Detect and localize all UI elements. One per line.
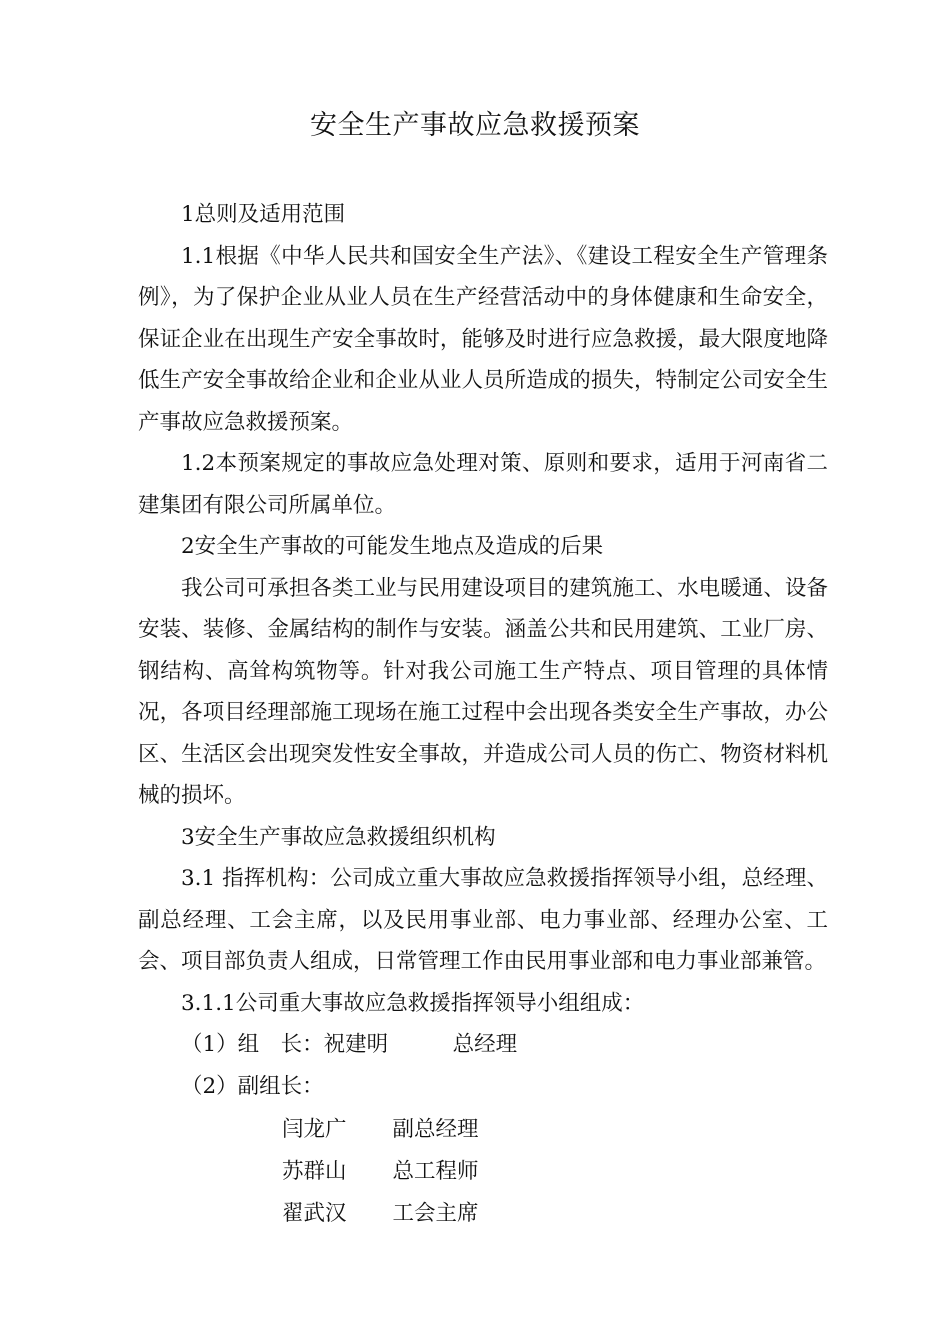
paragraph-company-scope: 我公司可承担各类工业与民用建设项目的建筑施工、水电暖通、设备安装、装修、金属结构的制作与安装。涵盖公共和民用建筑、工业厂房、钢结构、高耸构筑物等。针对我公司施工生产特点、项目管理的具体情况，各项目经理部施工现场在施工过程中会出现各类安全生产事故，办公区、生活区会出现突发性安全事故，并造成公司人员的伤亡、物资材料机械的损坏。 xyxy=(138,575,828,808)
paragraph-basis: 1.1根据《中华人民共和国安全生产法》、《建设工程安全生产管理条例》，为了保护企业从业人员在生产经营活动中的身体健康和生命安全，保证企业在出现生产安全事故时，能够及时进行应急救援，最大限度地降低生产安全事故给企业和企业从业人员所造成的损失，特制定公司安全生产事故应急救援预案。 xyxy=(138,243,828,435)
deputy-role: 工会主席 xyxy=(392,1201,479,1226)
deputy-leaders-heading: （2）副组长： xyxy=(181,1073,324,1099)
deputy-name: 苏群山 xyxy=(282,1159,347,1184)
document-body xyxy=(138,194,828,1107)
deputy-row xyxy=(282,1151,479,1193)
paragraph-command-structure: 3.1 指挥机构：公司成立重大事故应急救援指挥领导小组，总经理、副总经理、工会主席，以及民用事业部、电力事业部、经理办公室、工会、项目部负责人组成，日常管理工作由民用事业部和电力事业部兼管。 xyxy=(138,866,828,974)
section-heading-general: 1总则及适用范围 xyxy=(181,202,346,227)
section-heading-consequences: 2安全生产事故的可能发生地点及造成的后果 xyxy=(181,534,604,559)
deputy-name: 闫龙广 xyxy=(282,1117,347,1142)
deputy-role: 总工程师 xyxy=(392,1159,479,1184)
deputy-name: 翟武汉 xyxy=(282,1201,347,1226)
deputy-row xyxy=(282,1109,479,1151)
deputy-row xyxy=(282,1193,479,1235)
deputy-role: 副总经理 xyxy=(392,1117,479,1142)
team-leader-line: （1）组 长：祝建明 总经理 xyxy=(181,1032,518,1057)
paragraph-scope: 1.2本预案规定的事故应急处理对策、原则和要求，适用于河南省二建集团有限公司所属单位。 xyxy=(138,451,828,518)
section-heading-organization: 3安全生产事故应急救援组织机构 xyxy=(181,824,496,850)
document-title: 安全生产事故应急救援预案 xyxy=(310,110,640,141)
paragraph-team-composition: 3.1.1公司重大事故应急救援指挥领导小组组成： xyxy=(181,990,645,1016)
